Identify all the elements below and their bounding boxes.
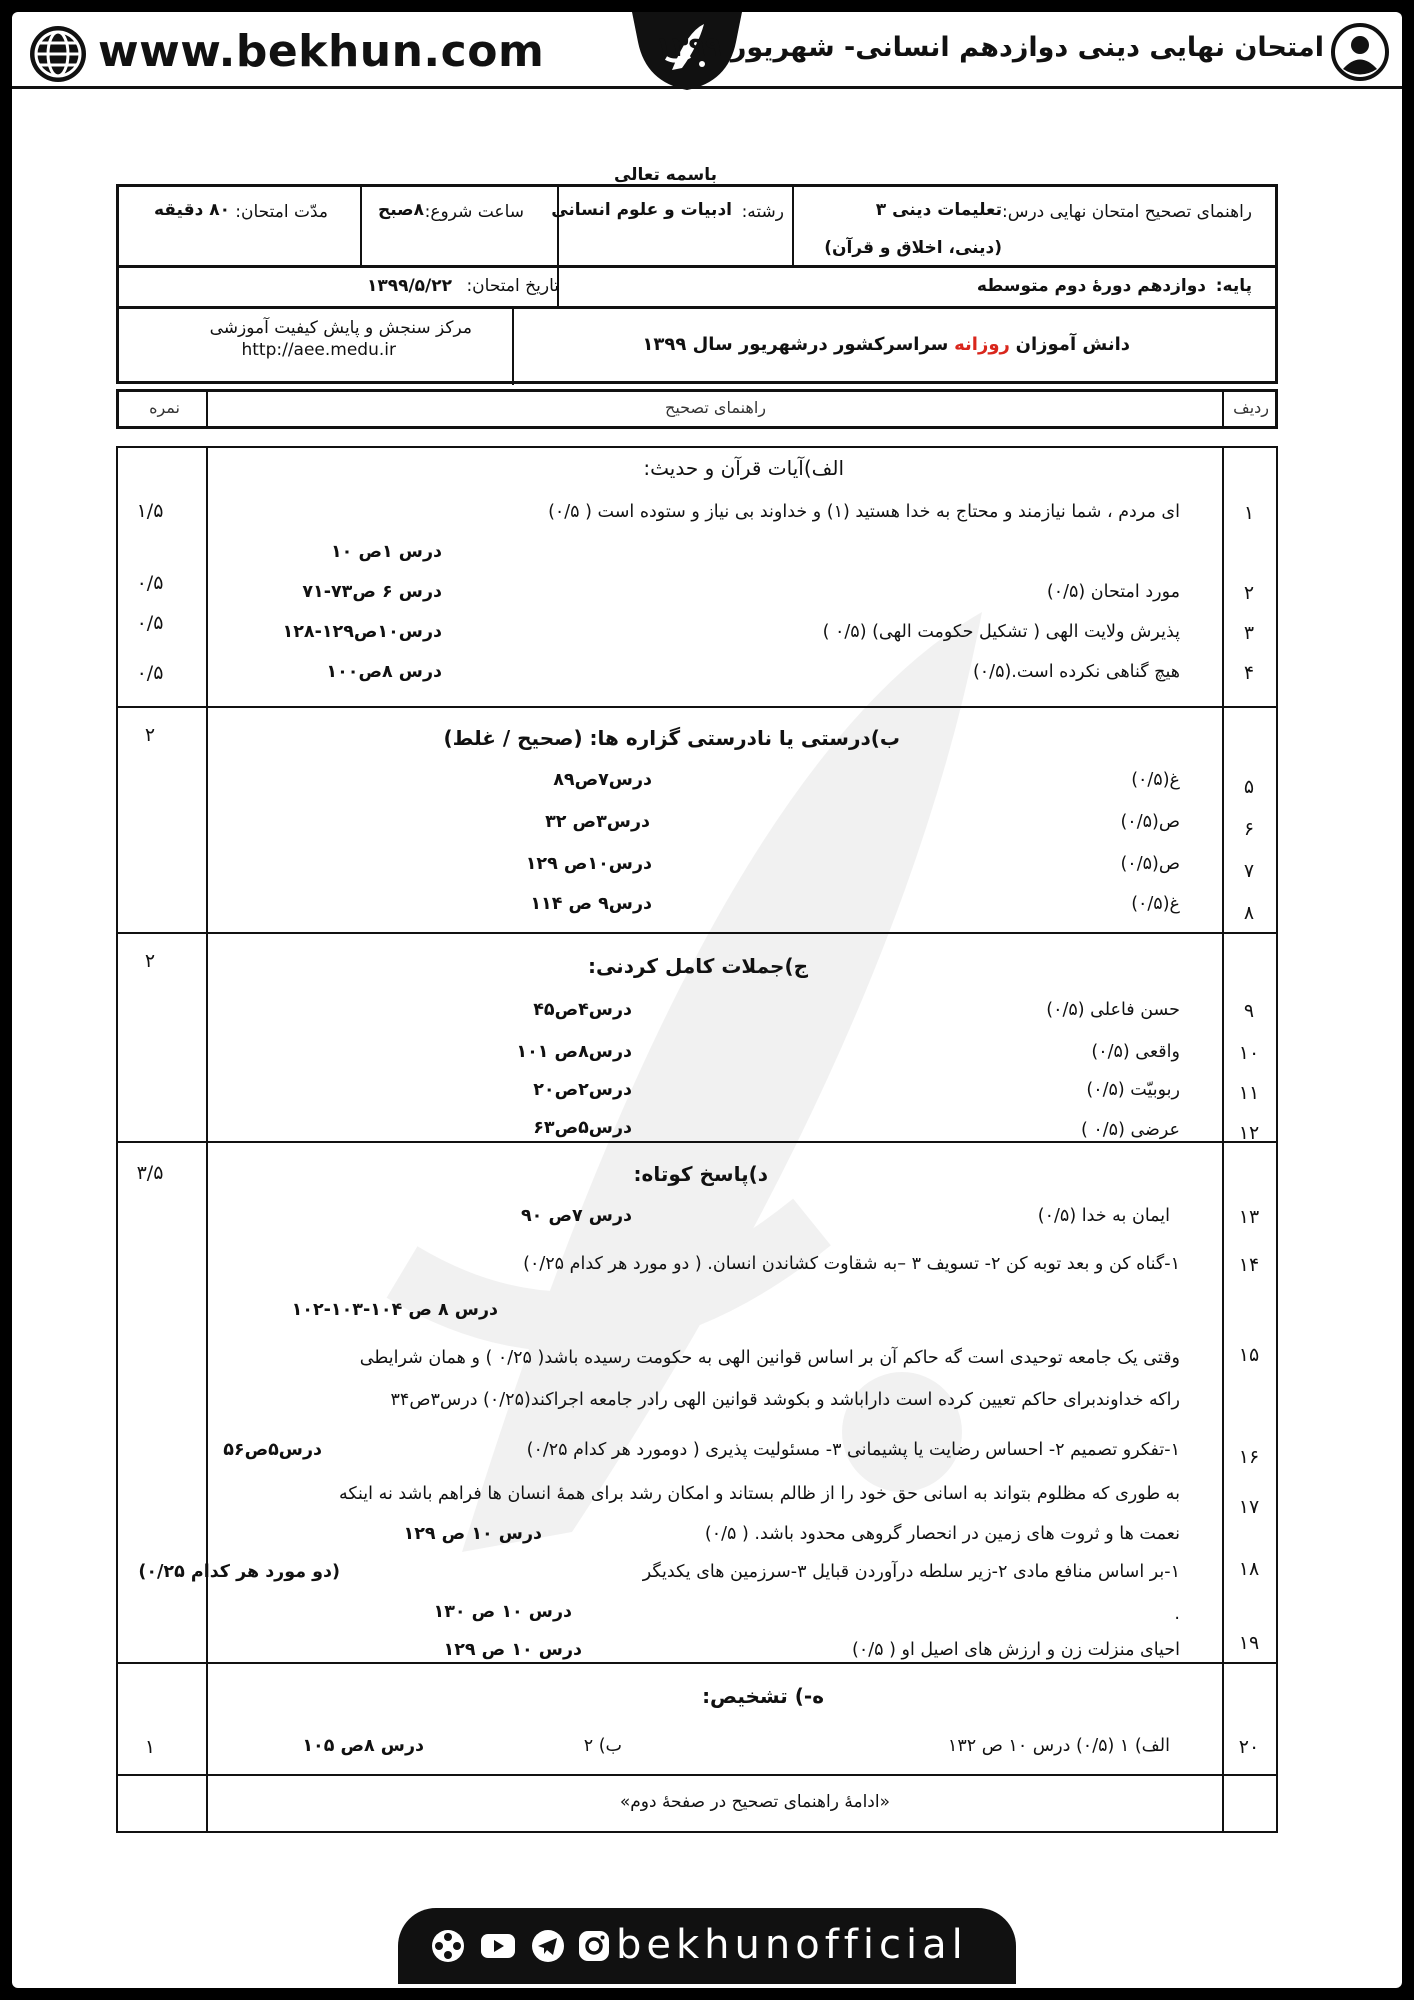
site-url-link[interactable]: www.bekhun.com	[98, 26, 545, 77]
lesson-reference: درس۲ص۲۰	[533, 1080, 632, 1100]
answer-text: غ(۰/۵)	[1131, 770, 1180, 790]
film-reel-icon[interactable]	[430, 1928, 466, 1964]
row-number: ۸	[1243, 902, 1255, 924]
info-col-divider	[792, 184, 794, 266]
section-a-title: الف)آیات قرآن و حدیث:	[643, 456, 844, 480]
row-number: ۱۶	[1238, 1446, 1260, 1468]
answer-text: ۱-بر اساس منافع مادی ۲-زیر سلطه درآوردن قبایل ۳-سرزمین های یکدیگر	[642, 1562, 1180, 1582]
exam-date-label: تاریخ امتحان:	[466, 276, 559, 296]
answer-text: به طوری که مظلوم بتواند به اسانی حق خود را از ظالم بستاند و امکان رشد برای همۀ انسان ها فراهم باشد نه اینکه	[338, 1484, 1180, 1504]
scoring-note: (دو مورد هر کدام ۰/۲۵)	[138, 1562, 340, 1582]
lesson-reference: درس۵ص۶۳	[533, 1118, 632, 1138]
answer-text: ب) ۲	[583, 1736, 622, 1756]
exam-title: امتحان نهایی دینی دوازدهم انسانی- شهریور ۱۳۹۹	[655, 32, 1324, 63]
score-value: ۳/۵	[136, 1162, 164, 1184]
info-col-divider	[512, 307, 514, 385]
answer-text: ص(۰/۵)	[1120, 854, 1180, 874]
section-divider	[116, 706, 1278, 708]
row-number: ۳	[1243, 622, 1255, 644]
row-number: ۶	[1243, 818, 1255, 840]
row-number: ۱۴	[1238, 1254, 1260, 1276]
guide-label: راهنمای تصحیح امتحان نهایی درس:	[1001, 202, 1252, 222]
row-number: ۴	[1243, 662, 1255, 684]
field-value: ادبیات و علوم انسانی	[551, 200, 732, 220]
grade-label: پایه:	[1215, 276, 1252, 296]
answer-text: احیای منزلت زن و ارزش های اصیل او ( ۰/۵)	[852, 1640, 1180, 1660]
answer-text: مورد امتحان (۰/۵)	[1046, 582, 1180, 602]
bismillah-heading: باسمه تعالی	[613, 165, 717, 185]
lesson-reference: درس ۸ص۱۰۰	[326, 662, 442, 682]
section-divider	[116, 1141, 1278, 1143]
course-subtitle: (دینی، اخلاق و قرآن)	[824, 238, 1002, 258]
score-value: ۰/۵	[136, 662, 164, 684]
answer-text: ایمان به خدا (۰/۵)	[1037, 1206, 1170, 1226]
grade-value: دوازدهم دورۀ دوم متوسطه	[976, 276, 1206, 296]
start-time-value: ۸صبح	[377, 200, 424, 220]
answer-text: الف) ۱ (۰/۵) درس ۱۰ ص ۱۳۲	[947, 1736, 1170, 1756]
answer-text: ربوبیّت (۰/۵)	[1086, 1080, 1180, 1100]
section-b-title: ب)درستی یا نادرستی گزاره ها: (صحیح / غلط)	[443, 726, 900, 750]
answer-text: نعمت ها و ثروت های زمین در انحصار گروهی محدود باشد. ( ۰/۵)	[704, 1524, 1180, 1544]
score-value: ۲	[144, 950, 156, 972]
row-number: ۹	[1243, 1000, 1255, 1022]
column-row-header: ردیف	[1233, 398, 1269, 417]
assessment-center-url[interactable]: http://aee.medu.ir	[241, 340, 396, 360]
answer-col-divider	[1222, 446, 1224, 1833]
trailing-dot: .	[1174, 1604, 1180, 1624]
row-number: ۱۹	[1238, 1632, 1260, 1654]
row-number: ۱۱	[1238, 1082, 1260, 1104]
column-guide-header: راهنمای تصحیح	[665, 398, 766, 417]
answer-text: عرضی (۰/۵ )	[1080, 1120, 1180, 1140]
answer-text: راکه خداوندبرای حاکم تعیین کرده است داراباشد و بکوشد قوانین الهی رادر جامعه اجراکند(۰/۲۵) درس۳ص۳۴	[390, 1390, 1180, 1410]
col-header-divider	[1222, 389, 1224, 429]
row-number: ۱۲	[1238, 1122, 1260, 1144]
lesson-reference: درس ۸ص ۱۰۵	[302, 1736, 424, 1756]
students-post: سراسرکشور درشهریور سال ۱۳۹۹	[642, 334, 949, 355]
youtube-icon[interactable]	[480, 1928, 516, 1964]
field-label: رشته:	[741, 202, 784, 222]
social-bar	[398, 1908, 1016, 1984]
row-number: ۱۸	[1238, 1558, 1260, 1580]
students-pre: دانش آموزان	[1015, 334, 1130, 355]
lesson-reference: درس۳ص ۳۲	[545, 812, 650, 832]
answer-col-divider	[206, 446, 208, 1833]
lesson-reference: درس۱۰ص ۱۲۹	[525, 854, 652, 874]
answer-text: ۱-گناه کن و بعد توبه کن ۲- تسویف ۳ –به شقاوت کشاندن انسان. ( دو مورد هر کدام ۰/۲۵)	[523, 1254, 1180, 1274]
section-divider	[116, 1774, 1278, 1776]
answer-text: هیچ گناهی نکرده است.(۰/۵)	[972, 662, 1180, 682]
lesson-reference: درس ۱۰ ص ۱۳۰	[433, 1602, 572, 1622]
answer-text: ای مردم ، شما نیازمند و محتاج به خدا هستید (۱) و خداوند بی نیاز و ستوده است ( ۰/۵)	[548, 502, 1180, 522]
answer-text: حسن فاعلی (۰/۵)	[1046, 1000, 1180, 1020]
answer-text: پذیرش ولایت الهی ( تشکیل حکومت الهی) (۰/۵ )	[822, 622, 1180, 642]
score-value: ۱/۵	[136, 500, 164, 522]
duration-label: مدّت امتحان:	[235, 202, 328, 222]
section-d-title: د)پاسخ کوتاه:	[633, 1162, 768, 1186]
students-daily-highlight: روزانه	[954, 334, 1010, 355]
lesson-reference: درس ۸ ص ۱۰۴-۱۰۳-۱۰۲	[291, 1300, 498, 1320]
start-time-label: ساعت شروع:	[424, 202, 524, 222]
answer-text: ۱-تفکرو تصمیم ۲- احساس رضایت یا پشیمانی ۳- مسئولیت پذیری ( دومورد هر کدام ۰/۲۵)	[526, 1440, 1180, 1460]
answer-text: واقعی (۰/۵)	[1091, 1042, 1180, 1062]
lesson-reference: درس ۶ ص۷۳-۷۱	[302, 582, 442, 602]
continued-note: «ادامۀ راهنمای تصحیح در صفحۀ دوم»	[619, 1792, 890, 1812]
exam-date-value: ۱۳۹۹/۵/۲۲	[366, 276, 452, 296]
course-name: تعلیمات دینی ۳	[875, 200, 1002, 220]
lesson-reference: درس۴ص۴۵	[533, 1000, 632, 1020]
row-number: ۱۳	[1238, 1206, 1260, 1228]
students-statement	[642, 334, 1130, 355]
section-e-title: ه-) تشخیص:	[702, 1684, 824, 1708]
telegram-icon[interactable]	[530, 1928, 566, 1964]
exam-page	[12, 12, 1402, 1988]
info-row-divider	[116, 306, 1278, 309]
row-number: ۱۰	[1238, 1042, 1260, 1064]
social-handle[interactable]: bekhunofficial	[616, 1922, 968, 1968]
assessment-center-name: مرکز سنجش و پایش کیفیت آموزشی	[209, 318, 472, 338]
section-divider	[116, 932, 1278, 934]
score-value: ۰/۵	[136, 612, 164, 634]
lesson-reference: درس ۷ص ۹۰	[521, 1206, 632, 1226]
row-number: ۱۷	[1238, 1496, 1260, 1518]
info-row-divider	[116, 265, 1278, 268]
answer-text: ص(۰/۵)	[1120, 812, 1180, 832]
row-number: ۲	[1243, 582, 1255, 604]
info-col-divider	[360, 184, 362, 266]
row-number: ۲۰	[1238, 1736, 1260, 1758]
score-value: ۱	[144, 1736, 156, 1758]
lesson-reference: درس۱۰ص۱۲۹-۱۲۸	[282, 622, 442, 642]
lesson-reference: درس۹ ص ۱۱۴	[530, 894, 652, 914]
lesson-reference: درس ۱ص ۱۰	[331, 542, 442, 562]
row-number: ۱	[1243, 502, 1255, 524]
answer-text: غ(۰/۵)	[1131, 894, 1180, 914]
lesson-reference: درس۵ص۵۶	[223, 1440, 322, 1460]
answer-text: وقتی یک جامعه توحیدی است گه حاکم آن بر اساس قوانین الهی به حکومت رسیده باشد( ۰/۲۵ ) و همان شرایطی	[359, 1348, 1180, 1368]
row-number: ۷	[1243, 860, 1255, 882]
col-header-divider	[206, 389, 208, 429]
score-value: ۲	[144, 724, 156, 746]
row-number: ۱۵	[1238, 1344, 1260, 1366]
score-value: ۰/۵	[136, 572, 164, 594]
section-divider	[116, 1662, 1278, 1664]
section-c-title: ج)جملات کامل کردنی:	[587, 954, 808, 978]
lesson-reference: درس ۱۰ ص ۱۲۹	[403, 1524, 542, 1544]
instagram-icon[interactable]	[576, 1928, 612, 1964]
answer-key-content	[12, 12, 1402, 1988]
duration-value: ۸۰ دقیقه	[153, 200, 230, 220]
column-score-header: نمره	[149, 398, 180, 417]
lesson-reference: درس۸ص ۱۰۱	[516, 1042, 632, 1062]
row-number: ۵	[1243, 776, 1255, 798]
lesson-reference: درس ۱۰ ص ۱۲۹	[443, 1640, 582, 1660]
lesson-reference: درس۷ص۸۹	[553, 770, 652, 790]
